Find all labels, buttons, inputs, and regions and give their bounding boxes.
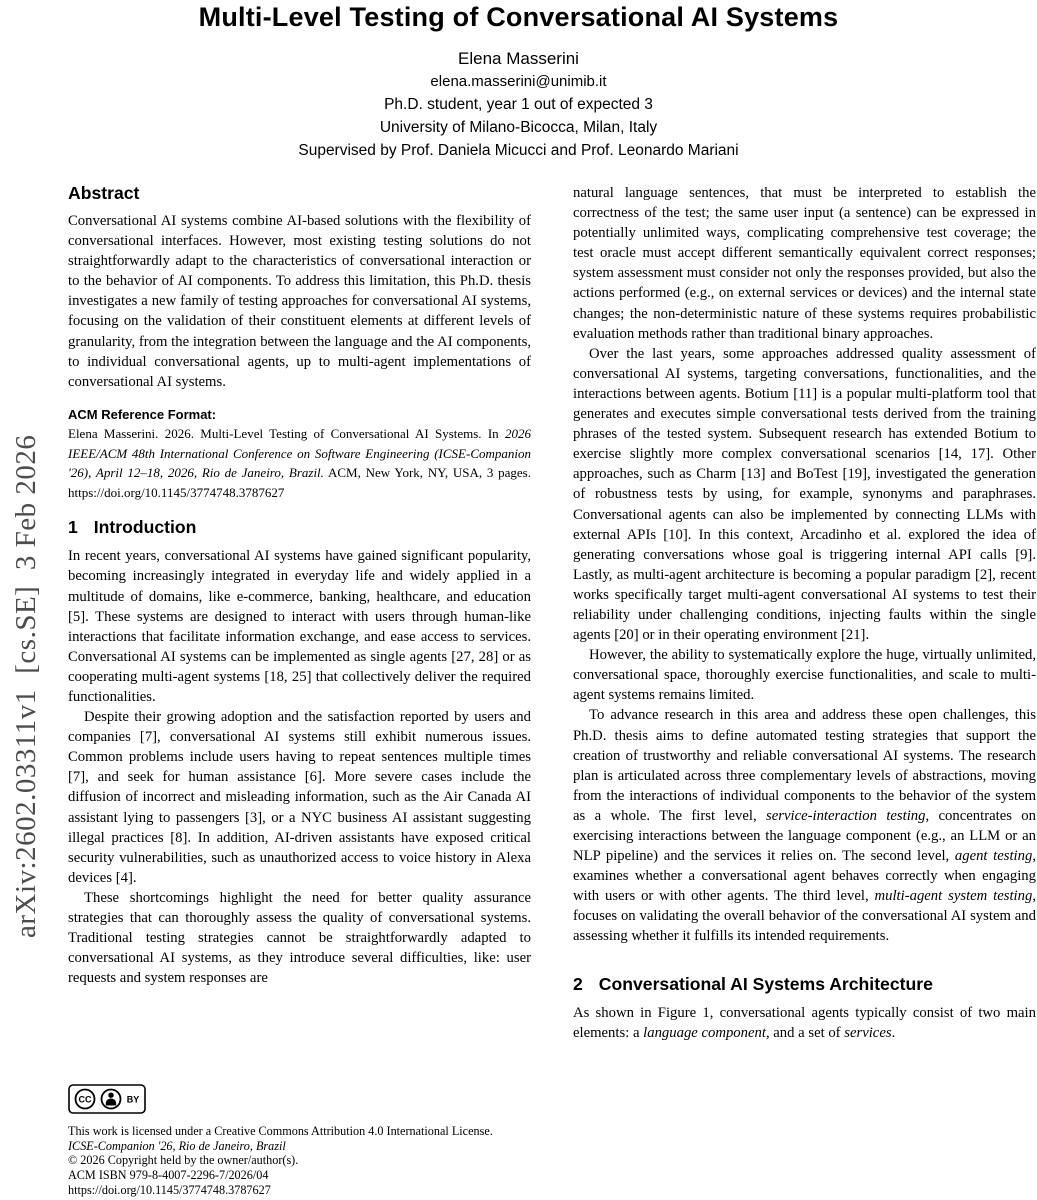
acm-reference-block (68, 405, 531, 503)
left-column (68, 183, 531, 1082)
author-email-link[interactable]: elena.masserini@unimib.it (430, 73, 607, 90)
license-statement: This work is licensed under a Creative Commons Attribution 4.0 International License. (68, 1124, 493, 1138)
intro-paragraph-1: In recent years, conversational AI systems have gained significant popularity, becoming increasingly integrated in everyday life and widely applied in a multitude of domains, like e-commerce, banking, healthcare, and education [5]. These systems are designed to interact with users through human-like interactions that facilitate information exchange, and ease access to services. Conversational AI systems can be implemented as single agents [27, 28] or as cooperating multi-agent systems [18, 25] that collectively deliver the required functionalities. (68, 548, 531, 705)
venue-line: ICSE-Companion '26, Rio de Janeiro, Brazil (68, 1138, 286, 1153)
limitations-paragraph: However, the ability to systematically explore the huge, virtually unlimited, conversational space, thoroughly exercise functionalities, and scale to multi-agent systems remains limited. (573, 647, 1036, 704)
section-1-heading (68, 517, 531, 538)
copyright-line: © 2026 Copyright held by the owner/author(s). (68, 1153, 299, 1168)
intro-paragraph-2: Despite their growing adoption and the satisfaction reported by users and companies [7], conversational AI systems still exhibit numerous issues. Common problems include users having to repeat sentences multiple times [7], and seek for human assistance [6]. More severe cases include the diffusion of incorrect and misleading information, such as the Air Canada AI assistant lying to passengers [3], or a NYC business AI assistant suggesting illegal practices [8]. In addition, AI-driven assistants have exposed critical security vulnerabilities, such as unauthorized access to voice history in Alexa devices [4]. (68, 709, 531, 886)
intro-paragraph-3: These shortcomings highlight the need for better quality assurance strategies that can thoroughly assess the quality of conversational systems. Traditional testing strategies cannot be straightforwardly adapted to conversational AI systems, as they introduce several difficulties, like: user requests and system responses are (68, 889, 531, 987)
abstract-body: Conversational AI systems combine AI-based solutions with the flexibility of conversational interfaces. However, most existing testing solutions do not straightforwardly adapt to the characteristics of conversational interaction or to the behavior of AI components. To address this limitation, this Ph.D. thesis investigates a new family of testing approaches for conversational AI systems, focusing on the validation of their constituent elements at different levels of granularity, from the integration between the language and the AI components, to individual conversational agents, up to multi-agent implementations of conversational AI systems. (68, 213, 531, 390)
author-affiliation: University of Milano-Bicocca, Milan, Italy (379, 119, 658, 136)
research-plan-paragraph: To advance research in this area and address these open challenges, this Ph.D. thesis aims to define automated testing strategies that support the creation of trustworthy and reliable conversational AI systems. The research plan is articulated across three complementary levels of abstractions, moving from the interactions of individual components to the behavior of the system as a whole. The first level, service-interaction testing, concentrates on exercising interactions between the language component (e.g., an LLM or an NLP pipeline) and the services it relies on. The second level, agent testing, examines whether a conversational agent behaves correctly when engaging with users or with other agents. The third level, multi-agent system testing, focuses on validating the overall behavior of the conversational AI system and assessing whether it fulfills its intended requirements. (573, 707, 1036, 945)
right-column (573, 183, 1036, 1197)
section-2-number: 2 (573, 973, 583, 994)
section-2-title: Conversational AI Systems Architecture (598, 973, 933, 994)
isbn-line: ACM ISBN 979-8-4007-2296-7/2026/04 (68, 1168, 269, 1183)
section-1-number: 1 (68, 517, 78, 538)
cc-by-badge-graphic (68, 1084, 146, 1114)
doi-link[interactable]: https://doi.org/10.1145/3774748.3787627 (68, 1182, 271, 1197)
copyright-block (68, 1080, 534, 1198)
author-name: Elena Masserini (458, 49, 579, 68)
author-status: Ph.D. student, year 1 out of expected 3 (384, 96, 653, 113)
arxiv-stamp: arXiv:2602.03311v1 [cs.SE] 3 Feb 2026 (10, 434, 42, 938)
acm-reference-text: Elena Masserini. 2026. Multi-Level Testing of Conversational AI Systems. In 2026 IEEE/ACM 48th International Conference on Software Engineering (ICSE-Companion '26), April 12–18, 2026, Rio de Janeiro, Brazil. ACM, New York, NY, USA, 3 pages. https://doi.org/10.1145/3774748.3787627 (68, 426, 531, 500)
title-block (0, 2, 1037, 162)
related-work-paragraph: Over the last years, some approaches addressed quality assessment of conversational AI systems, targeting conversations, functionalities, and the interactions between agents. Botium [11] is a popular multi-platform tool that generates and executes simple conversational tests derived from the training phrases of the tested system. Subsequent research has extended Botium to exercise slightly more complex conversational scenarios [14, 17]. Other approaches, such as Charm [13] and BoTest [19], investigated the generation of robustness tests by using, for example, synonyms and paraphrases. Conversational agents can also be implemented by connecting LLMs with external APIs [10]. In this context, Arcadinho et al. explored the idea of generating conversations whose goal is triggering internal API calls [9]. Lastly, as multi-agent architecture is becoming a popular paradigm [2], recent works specifically target multi-agent conversational AI systems to test their reliability under challenging conditions, injecting faults within the single agents [20] or in their operating environment [21]. (573, 345, 1036, 644)
acm-reference-heading: ACM Reference Format: (68, 406, 217, 422)
paper-title: Multi-Level Testing of Conversational AI Systems (198, 2, 839, 32)
section-1-title: Introduction (93, 517, 197, 538)
author-block (0, 47, 1037, 162)
cc-by-badge[interactable] (68, 1084, 534, 1119)
cc-icon-label: CC (78, 1094, 92, 1105)
author-supervision: Supervised by Prof. Daniela Micucci and Prof. Leonardo Mariani (298, 142, 739, 159)
by-label: BY (126, 1094, 140, 1105)
architecture-paragraph-1: As shown in Figure 1, conversational agents typically consist of two main elements: a language component, and a set of services. (573, 1004, 1036, 1041)
section-2-heading (573, 974, 1036, 995)
abstract-heading: Abstract (68, 183, 140, 203)
intro-paragraph-3-continuation: natural language sentences, that must be interpreted to establish the correctness of the test; the same user input (a sentence) can be expressed in potentially unlimited ways, complicating comprehensive test coverage; the test oracle must accept different semantically equivalent correct responses; system assessment must consider not only the responses provided, but also the actions performed (e.g., on external services or devices) and the internal state changes; the non-deterministic nature of these systems requires probabilistic evaluation methods rather than traditional binary approaches. (573, 185, 1036, 342)
